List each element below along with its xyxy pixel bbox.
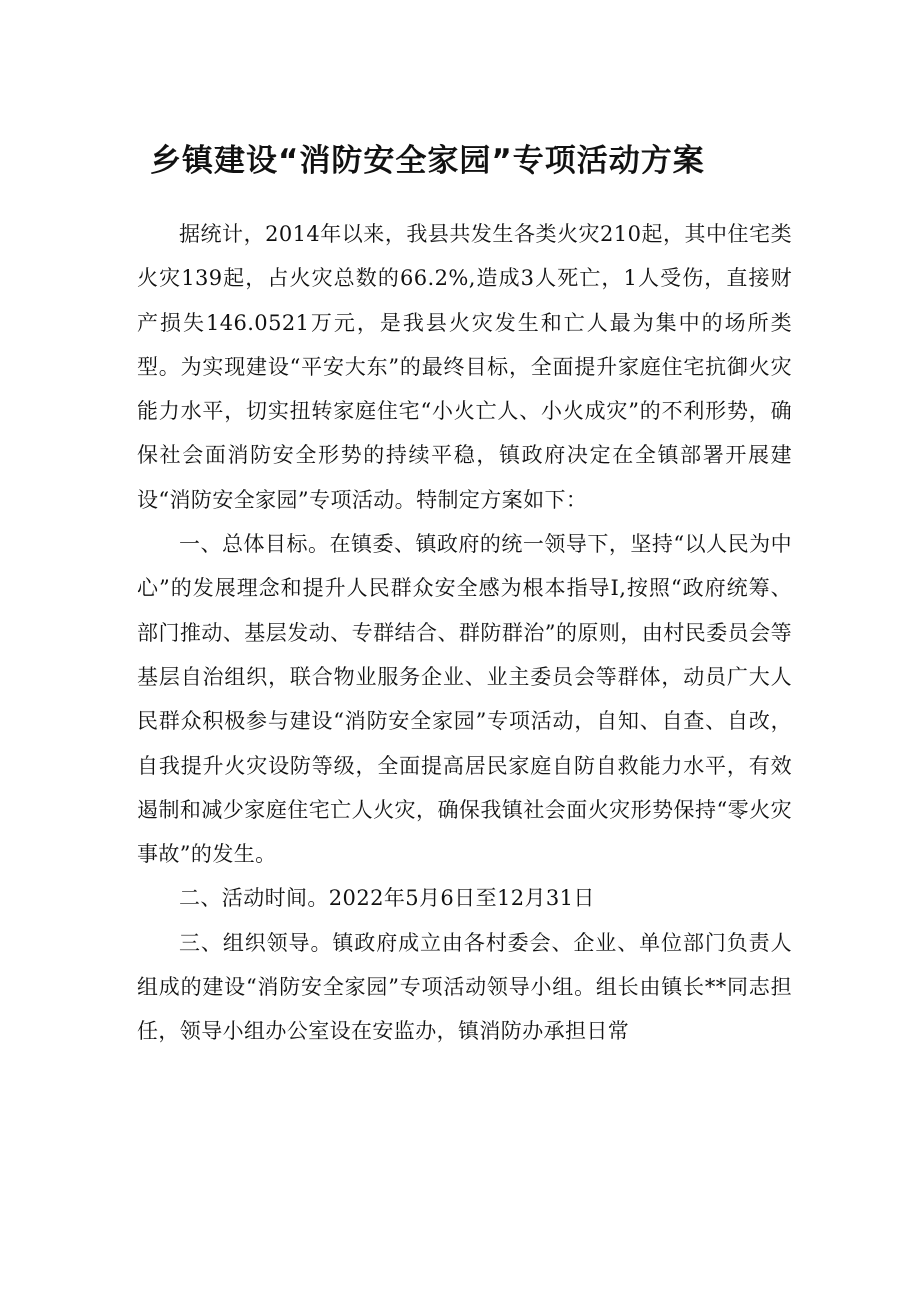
- paragraph-activity-time: 二、活动时间。2022年5月6日至12月31日: [179, 886, 595, 911]
- document-title: 乡镇建设“消防安全家园”专项活动方案: [150, 143, 705, 179]
- paragraph-intro: 据统计，2014年以来，我县共发生各类火灾210起，其中住宅类火灾139起，占火灾总数的66.2%,造成3人死亡，1人受伤，直接财产损失146.0521万元，是我县火灾发生和亡人最为集中的场所类型。为实现建设“平安大东”的最终目标，全面提升家庭住宅抗御火灾能力水平，切实扭转家庭住宅“小火亡人、小火成灾”的不利形势，确保社会面消防安全形势的持续平稳，镇政府决定在全镇部署开展建设“消防安全家园”专项活动。特制定方案如下：: [137, 222, 792, 512]
- document-body: [137, 212, 792, 1054]
- paragraph-overall-goal: 一、总体目标。在镇委、镇政府的统一领导下，坚持“以人民为中心”的发展理念和提升人民群众安全感为根本指导I,按照“政府统筹、部门推动、基层发动、专群结合、群防群治”的原则，由村民委员会等基层自治组织，联合物业服务企业、业主委员会等群体，动员广大人民群众积极参与建设“消防安全家园”专项活动，自知、自查、自改，自我提升火灾设防等级，全面提高居民家庭自防自救能力水平，有效遏制和减少家庭住宅亡人火灾，确保我镇社会面火灾形势保持“零火灾事故”的发生。: [137, 532, 792, 867]
- paragraph-organization: 三、组织领导。镇政府成立由各村委会、企业、单位部门负责人组成的建设“消防安全家园”专项活动领导小组。组长由镇长**同志担任，领导小组办公室设在安监办，镇消防办承担日常: [137, 930, 792, 1044]
